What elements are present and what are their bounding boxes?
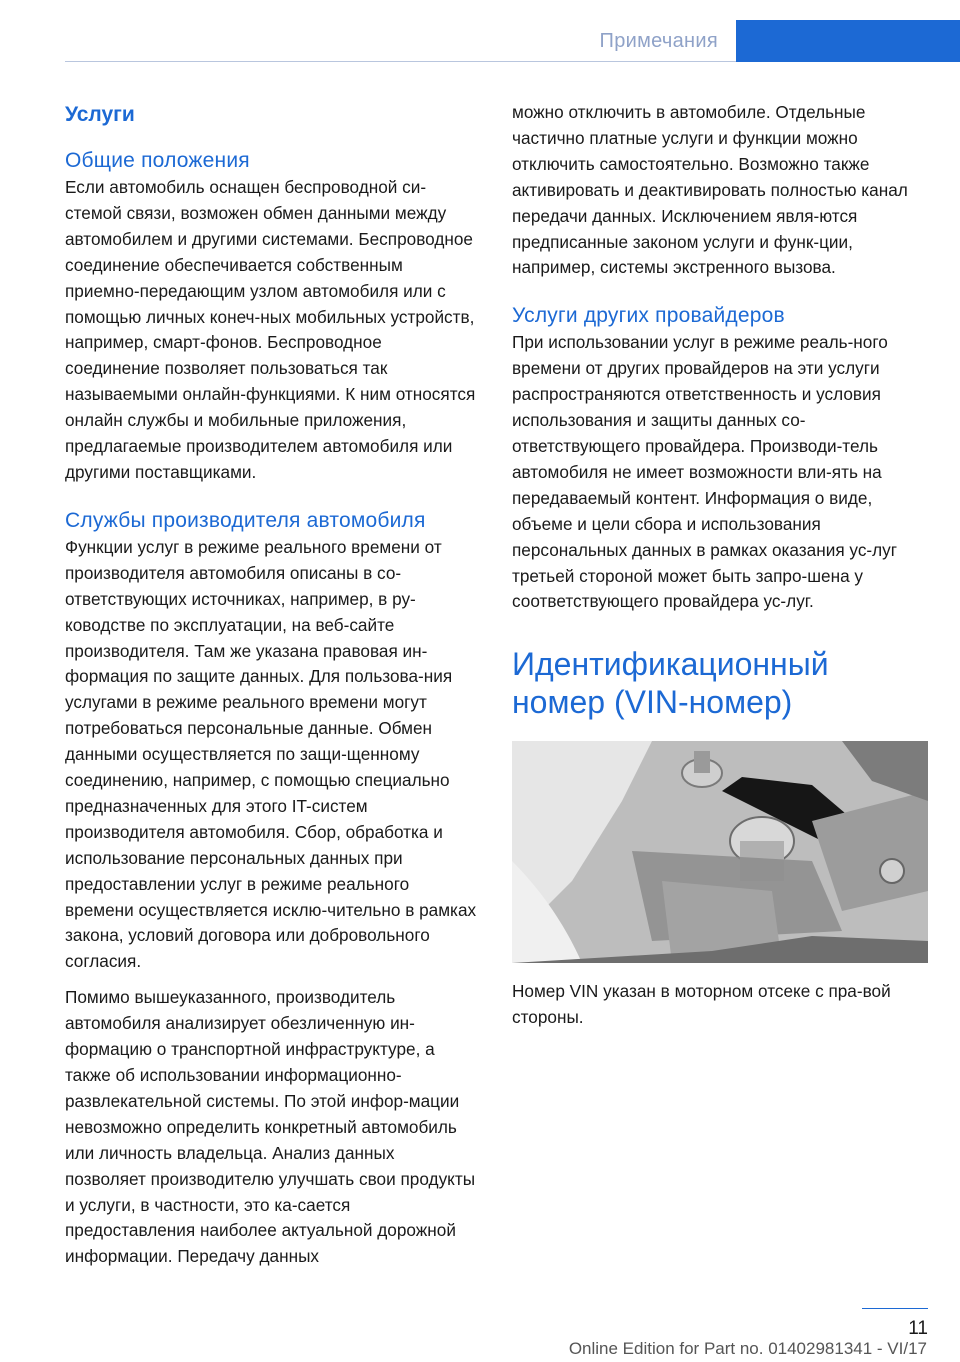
engine-bay-photo [512,741,928,963]
paragraph-continuation: можно отключить в автомобиле. Отдельные частично платные услуги и функции можно отключить самостоятельно. Возможно также активировать и деактивировать полностью канал передачи данных. Исключением явля-ются предписанные законом услуги и функ-ции, например, системы экстренного вызова. [512,102,908,278]
heading-services: Услуги [65,103,135,126]
heading-general: Общие положения [65,149,250,172]
header-rule [65,61,736,62]
page-number: 11 [908,1318,928,1339]
heading-vin: Идентификационный номер (VIN-номер) [512,646,829,721]
left-column [65,100,479,1280]
right-column [512,100,928,1041]
paragraph-other-providers: При использовании услуг в режиме реаль-ного времени от других провайдеров на эти услуги распространяются ответственность и условия использования и защиты данных со-ответствующего провайдера. Производи-тель автомобиля не имеет возможности вли-ять на передаваемый контент. Информация о виде, объеме и цели сбора и использования персональных данных в рамках оказания ус-луг третьей стороной может быть запро-шена у соответствующего провайдера ус-луг. [512,332,898,612]
header-color-block [736,20,960,62]
paragraph-manufacturer-1: Функции услуг в режиме реального времени от производителя автомобиля описаны в со-ответствующих источниках, например, в ру-ководстве по эксплуатации, на веб-сайте производителя. Там же указана правовая ин-формация по защите данных. Для пользова-ния услугами в режиме реального времени могут потребоваться персональные данные. Обмен данными осуществляется по защи-щенному соединению, например, с помощью специально предназначенных для этого IT-систем производителя автомобиля. Сбор, обработка и использование персональных данных при предоставлении услуг в режиме реального времени осуществляется исклю-чительно в рамках закона, условий договора или добровольного согласия. [65,536,477,972]
paragraph-general: Если автомобиль оснащен беспроводной си-стемой связи, возможен обмен данными между автомобилем и другими системами. Беспроводное соединение обеспечивается собственным приемно-передающим узлом автомобиля или с помощью личных конеч-ных мобильных устройств, например, смарт-фонов. Беспроводное соединение позволяет пользоваться так называемыми онлайн-функциями. К ним относятся онлайн службы и мобильные приложения, предлагаемые производителем автомобиля или другими поставщиками. [65,177,476,482]
photo-caption: Номер VIN указан в моторном отсеке с пра-вой стороны. [512,981,891,1028]
edition-watermark: Online Edition for Part no. 01402981341 - VI/17 [568,1339,927,1358]
footer-rule [862,1308,928,1309]
heading-other-providers: Услуги других провайдеров [512,304,785,328]
engine-bay-illustration [512,741,928,963]
header-section-title: Примечания [599,30,718,52]
heading-manufacturer-services: Службы производителя автомобиля [65,508,426,532]
paragraph-manufacturer-2: Помимо вышеуказанного, производитель автомобиля анализирует обезличенную ин-формацию о транспортной инфраструктуре, а также об использовании информационно-развлекательной системы. По этой инфор-мации невозможно определить конкретный автомобиль или личность владельца. Анализ данных позволяет производителю улучшать свои продукты и услуги, в частности, это ка-сается предоставления наиболее актуальной дорожной информации. Передачу данных [65,987,476,1267]
